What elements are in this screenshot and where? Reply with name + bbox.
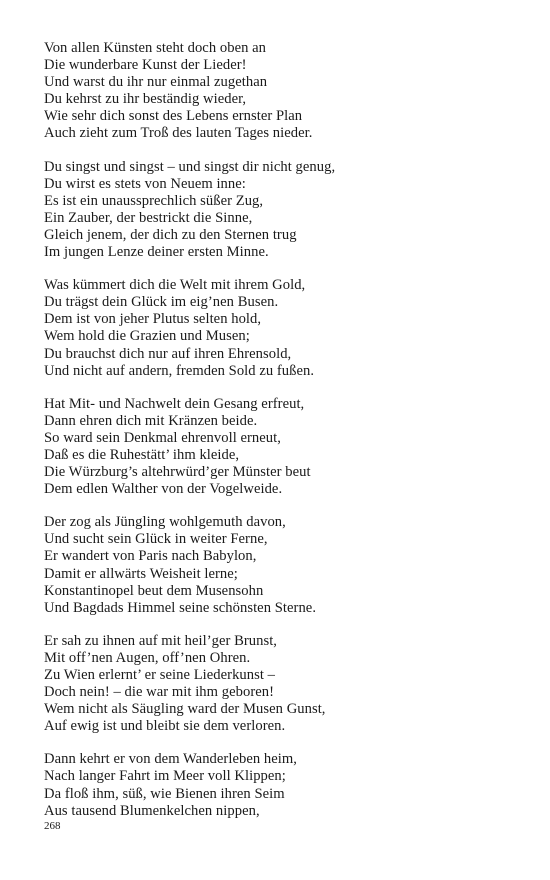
stanza [44,277,514,380]
poem-line: Und Bagdads Himmel seine schönsten Sterne. [44,599,317,616]
poem-line: Konstantinopel beut dem Musensohn [44,582,264,599]
poem-line: Dem edlen Walther von der Vogelweide. [44,481,283,498]
poem-line: Im jungen Lenze deiner ersten Minne. [44,244,269,261]
poem-line: Hat Mit- und Nachwelt dein Gesang erfreut, [44,395,305,412]
stanza [44,514,514,617]
poem-line: Da floß ihm, süß, wie Bienen ihren Seim [44,785,285,802]
poem-line: So ward sein Denkmal ehrenvoll erneut, [44,429,281,446]
poem-line: Auch zieht zum Troß des lauten Tages nieder. [44,125,313,142]
poem-line: Mit off’nen Augen, off’nen Ohren. [44,649,251,666]
poem-line: Von allen Künsten steht doch oben an [44,40,267,56]
page-number: 268 [44,820,61,832]
poem-line: Und nicht auf andern, fremden Sold zu fußen. [44,362,315,379]
poem-line: Aus tausend Blumenkelchen nippen, [44,802,260,819]
poem-line: Ein Zauber, der bestrickt die Sinne, [44,209,253,226]
poem-line: Er wandert von Paris nach Babylon, [44,548,257,565]
poem-line: Zu Wien erlernt’ er seine Liederkunst – [44,667,275,683]
poem-line: Wem nicht als Säugling ward der Musen Gunst, [44,701,326,718]
stanza [44,633,514,736]
poem-line: Die Würzburg’s altehrwürd’ger Münster beut [44,464,311,481]
poem-line: Und sucht sein Glück in weiter Ferne, [44,531,268,548]
stanza [44,40,514,143]
poem-line: Nach langer Fahrt im Meer voll Klippen; [44,768,286,785]
stanza [44,159,514,262]
poem-line: Daß es die Ruhestätt’ ihm kleide, [44,446,240,463]
poem-line: Die wunderbare Kunst der Lieder! [44,57,247,74]
poem-line: Auf ewig ist und bleibt sie dem verloren. [44,718,286,735]
poem-line: Dem ist von jeher Plutus selten hold, [44,311,262,328]
stanza [44,396,514,499]
poem-line: Der zog als Jüngling wohlgemuth davon, [44,514,286,531]
poem-line: Wem hold die Grazien und Musen; [44,328,250,345]
poem-line: Du trägst dein Glück im eig’nen Busen. [44,294,279,311]
poem-text [44,40,514,836]
poem-line: Es ist ein unaussprechlich süßer Zug, [44,192,264,209]
poem-line: Damit er allwärts Weisheit lerne; [44,565,238,582]
stanza [44,751,514,819]
poem-line: Gleich jenem, der dich zu den Sternen trug [44,226,297,243]
poem-line: Er sah zu ihnen auf mit heil’ger Brunst, [44,632,278,649]
poem-line: Du brauchst dich nur auf ihren Ehrensold, [44,345,292,362]
poem-line: Was kümmert dich die Welt mit ihrem Gold, [44,277,306,294]
poem-line: Du kehrst zu ihr beständig wieder, [44,91,247,108]
poem-line: Wie sehr dich sonst des Lebens ernster Plan [44,108,303,125]
poem-line: Dann ehren dich mit Kränzen beide. [44,412,258,429]
poem-line: Und warst du ihr nur einmal zugethan [44,74,268,91]
poem-line: Du wirst es stets von Neuem inne: [44,175,246,192]
poem-line: Doch nein! – die war mit ihm geboren! [44,684,275,701]
poem-line: Du singst und singst – und singst dir nicht genug, [44,158,336,175]
poem-line: Dann kehrt er von dem Wanderleben heim, [44,751,297,768]
